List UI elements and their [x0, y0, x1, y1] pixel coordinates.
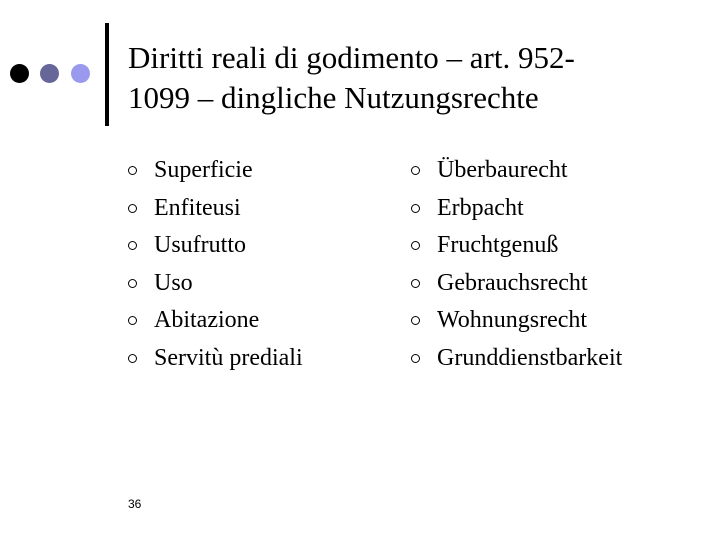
list-item: [411, 190, 701, 228]
bullet-icon: [411, 354, 420, 363]
dot-black-icon: [10, 64, 29, 83]
title-line-2: 1099 – dingliche Nutzungsrechte: [128, 80, 539, 115]
list-item: [411, 302, 701, 340]
list-item: [128, 340, 378, 378]
bullet-icon: [411, 316, 420, 325]
dot-slate-blue-icon: [40, 64, 59, 83]
slide-title: [128, 38, 708, 118]
list-item: [411, 340, 701, 378]
german-terms-list: [411, 152, 701, 377]
list-item-label: Wohnungsrecht: [437, 307, 588, 333]
bullet-icon: [128, 241, 137, 250]
bullet-icon: [128, 204, 137, 213]
bullet-icon: [128, 166, 137, 175]
bullet-icon: [411, 279, 420, 288]
bullet-icon: [411, 204, 420, 213]
list-item: [128, 152, 378, 190]
list-item: [128, 302, 378, 340]
list-item: [411, 265, 701, 303]
decorative-dots: [10, 64, 96, 84]
list-item: [411, 152, 701, 190]
list-item-label: Grunddienstbarkeit: [437, 344, 623, 371]
title-divider: [105, 23, 109, 126]
bullet-icon: [128, 279, 137, 288]
list-item: [128, 265, 378, 303]
list-item: [411, 227, 701, 265]
page-number: 36: [128, 497, 142, 511]
list-item-label: Gebrauchsrecht: [437, 269, 588, 296]
list-item-label: Usufrutto: [154, 232, 246, 258]
bullet-icon: [128, 316, 137, 325]
list-item-label: Uso: [154, 269, 193, 296]
list-item-label: Fruchtgenuß: [437, 232, 559, 258]
list-item-label: Superficie: [154, 157, 253, 183]
bullet-icon: [128, 354, 137, 363]
list-item-label: Erbpacht: [437, 194, 524, 221]
italian-terms-list: [128, 152, 378, 377]
title-line-1: Diritti reali di godimento – art. 952-: [128, 40, 575, 75]
bullet-icon: [411, 241, 420, 250]
list-item: [128, 190, 378, 228]
list-item-label: Abitazione: [154, 307, 260, 333]
list-item: [128, 227, 378, 265]
list-item-label: Überbaurecht: [437, 157, 568, 183]
dot-light-blue-icon: [71, 64, 90, 83]
list-item-label: Servitù prediali: [154, 344, 303, 371]
bullet-icon: [411, 166, 420, 175]
list-item-label: Enfiteusi: [154, 194, 241, 221]
